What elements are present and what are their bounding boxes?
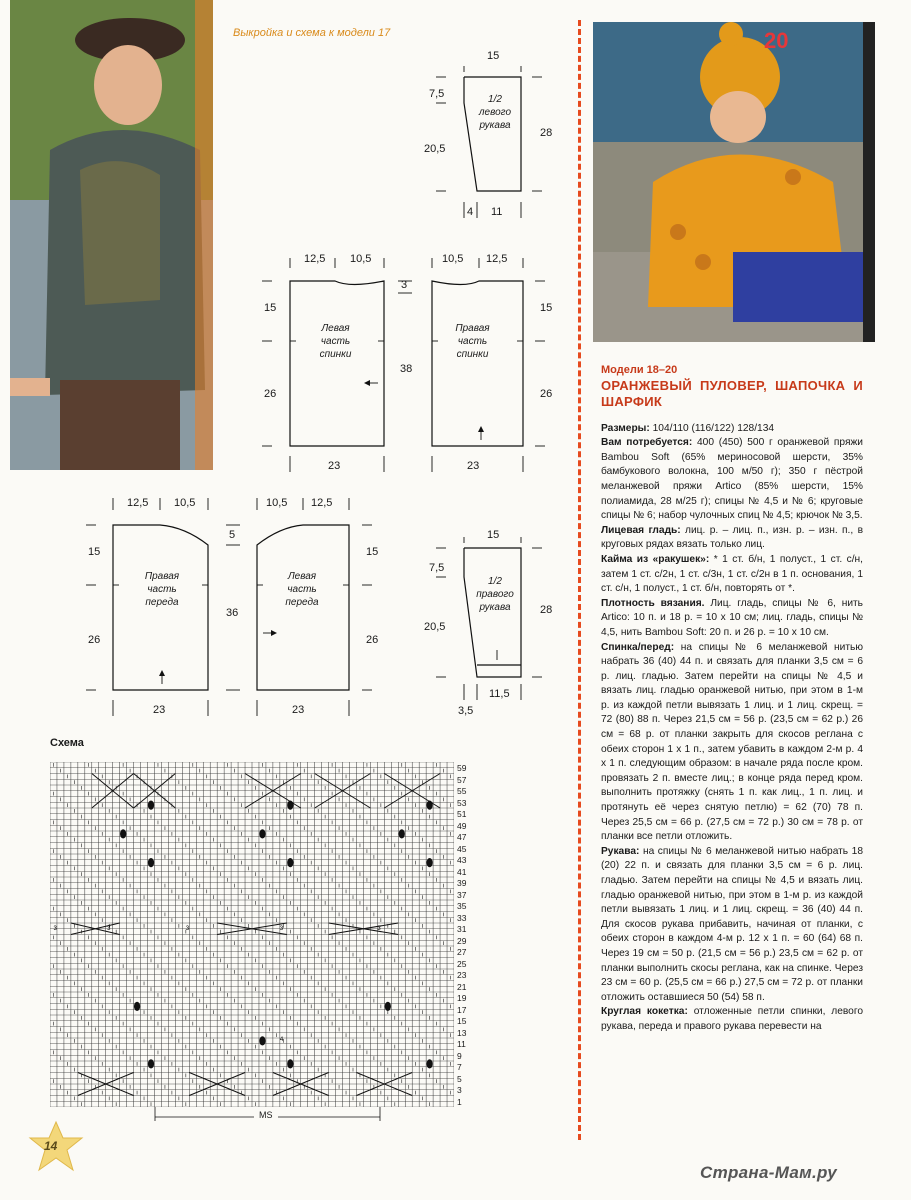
row-number: 23 xyxy=(457,970,467,980)
row-number: 43 xyxy=(457,855,467,865)
row-number: 29 xyxy=(457,935,467,946)
sleeve-right-b2: 3,5 xyxy=(458,705,474,717)
chart-mark-mark4: 4 xyxy=(279,1036,284,1043)
sleeve-left-b1: 4 xyxy=(467,206,474,218)
row-number: 7 xyxy=(457,1062,462,1072)
row-number: 19 xyxy=(457,993,467,1003)
para-sizes: Размеры: 104/110 (116/122) 128/134 xyxy=(601,422,775,434)
row-number: 15 xyxy=(457,1016,467,1026)
article-title: ОРАНЖЕВЫЙ ПУЛОВЕР, ШАПОЧКА И ШАРФИК xyxy=(601,377,863,409)
row-number: 53 xyxy=(457,797,467,808)
para-back-front: Спинка/перед: на спицы № 6 меланжевой нитью набрать 36 (40) 44 п. и связать для планки 3,5 см = 6 р. лиц. гладью. Затем перейти на спицы № 4,5 и вязать лиц. гладью оранжевой нитью, при этом в 1-м р. из каждой петли вывязать 1 лиц. и 1 лиц. скрещ. = 72 (80) 88 п. Через 21,5 см = 56 р. (23,5 см = 62 р.) 26 см = 68 р. от планки закрыть для скосов реглана с обеих сторон 1 х 1 п., затем убавить в каждом 2-м р. 4 х 1 п. следующим образом: в начале ряда после кром. провязать 2 п. вместе лиц.; в конце ряда перед кром. выполнить протяжку (снять 1 п. как лиц., 1 п. лиц. и протянуть её через снятую петлю) = 62 (70) 78 п. Через 25,5 см = 66 р. (27,5 см = 72 р.) 30 см = 78 р. от планки все петли отложить. xyxy=(601,641,863,843)
chart-mark-mark3: 3 xyxy=(107,925,111,932)
girl-photo-icon xyxy=(593,22,875,342)
row-number: 25 xyxy=(457,958,467,969)
row-number: 31 xyxy=(457,924,467,934)
chart-mark-mark3: 3 xyxy=(53,925,57,932)
front-left-t1: 12,5 xyxy=(127,497,149,509)
row-number: 57 xyxy=(457,774,467,785)
front-left-h2: 26 xyxy=(88,634,101,646)
sleeve-left-b2: 11 xyxy=(491,206,503,218)
row-number: 55 xyxy=(457,786,467,796)
back-right-h1: 15 xyxy=(540,302,553,314)
sleeve-left-top: 15 xyxy=(487,50,500,62)
back-left-label: Левая часть спинки xyxy=(319,323,352,360)
front-right-t1: 10,5 xyxy=(266,497,288,509)
back-left-h2: 26 xyxy=(264,388,277,400)
back-right-outline xyxy=(432,281,523,446)
front-left-t2: 10,5 xyxy=(174,497,196,509)
para-stockinette: Лицевая гладь: лиц. р. – лиц. п., изн. р. – изн. п., в круговых рядах вязать только лиц. xyxy=(601,524,863,551)
site-watermark: Страна-Мам.ру xyxy=(700,1163,838,1182)
front-height: 36 xyxy=(226,607,239,619)
back-right-t1: 10,5 xyxy=(442,253,464,265)
front-right-t2: 12,5 xyxy=(311,497,333,509)
back-right-t2: 12,5 xyxy=(486,253,508,265)
back-left-width: 23 xyxy=(328,460,341,472)
knitting-chart xyxy=(50,762,454,1107)
back-neck: 3 xyxy=(401,279,408,291)
para-shells: Кайма из «ракушек»: * 1 ст. б/н, 1 полуст., 1 ст. с/н, затем 1 ст. с/2н, 1 ст. с/3н, 1 ст. с/2н в 1 п. основания, 1 ст. с/н, 1 полуст., 1 ст. б/н, повторять от *. xyxy=(601,553,863,595)
sleeve-right-b1: 11,5 xyxy=(489,688,510,700)
sleeve-right-top: 15 xyxy=(487,529,500,541)
row-number: 41 xyxy=(457,866,467,877)
sleeve-right-label: 1/2 правого рукава xyxy=(476,576,514,613)
back-right-width: 23 xyxy=(467,460,480,472)
row-number: 9 xyxy=(457,1050,462,1061)
row-number: 39 xyxy=(457,878,467,888)
back-left-t2: 10,5 xyxy=(350,253,372,265)
sleeve-left-d1: 7,5 xyxy=(429,88,445,100)
row-number: 13 xyxy=(457,1027,467,1038)
row-number: 1 xyxy=(457,1096,462,1107)
back-height: 38 xyxy=(400,363,413,375)
knitting-grid xyxy=(50,762,454,1107)
page-header: Выкройка и схема к модели 17 xyxy=(233,27,391,39)
row-number: 47 xyxy=(457,832,467,842)
article xyxy=(601,363,863,1035)
sleeve-left-height: 28 xyxy=(540,127,553,139)
back-right-label: Правая часть спинки xyxy=(455,323,490,360)
back-left-outline xyxy=(290,281,384,446)
row-number: 3 xyxy=(457,1085,462,1095)
sleeve-left-d2: 20,5 xyxy=(424,143,446,155)
sleeve-right-height: 28 xyxy=(540,604,553,616)
sleeve-right-d2: 20,5 xyxy=(424,621,446,633)
row-number: 45 xyxy=(457,843,467,854)
row-number: 33 xyxy=(457,912,467,923)
row-number: 59 xyxy=(457,763,467,773)
chart-mark-mark3: 3 xyxy=(377,925,381,932)
back-right-h2: 26 xyxy=(540,388,553,400)
row-number: 37 xyxy=(457,889,467,900)
para-gauge: Плотность вязания. Лиц. гладь, спицы № 6, нить Artico: 10 п. и 18 р. = 10 х 10 см; лиц. гладь, спицы № 4,5, нить Bambou Soft: 20 п. и 26 р. = 10 х 10 см. xyxy=(601,597,863,638)
front-right-h1: 15 xyxy=(366,546,379,558)
row-number: 5 xyxy=(457,1073,462,1084)
row-number: 49 xyxy=(457,820,467,831)
row-number: 27 xyxy=(457,947,467,957)
row-number: 21 xyxy=(457,981,467,992)
front-right-label: Левая часть переда xyxy=(285,571,319,608)
sleeve-right-d1: 7,5 xyxy=(429,562,445,574)
front-left-width: 23 xyxy=(153,704,166,716)
row-number: 17 xyxy=(457,1004,467,1015)
row-number: 35 xyxy=(457,901,467,911)
front-left-label: Правая часть переда xyxy=(144,571,180,608)
back-left-t1: 12,5 xyxy=(304,253,326,265)
para-materials: Вам потребуется: 400 (450) 500 г оранжевой пряжи Bambou Soft (65% мериносовой шерсти, 35% бамбукового волокна, 100 м/50 г); 350 г пёстрой меланжевой пряжи Artico (85% шерсти, 15% полиамида, 28 м/25 г); спицы № 4,5 и № 6; круговые спицы № 6; набор чулочных спиц № 4,5; крючок № 3,5. xyxy=(601,437,863,522)
sleeve-left-label: 1/2 левого рукава xyxy=(478,94,512,131)
front-neck: 5 xyxy=(229,529,236,541)
row-number: 51 xyxy=(457,809,467,819)
page-number: 14 xyxy=(44,1139,58,1153)
chart-mark-mark3: 3 xyxy=(185,925,190,932)
front-right-width: 23 xyxy=(292,704,305,716)
front-left-h1: 15 xyxy=(88,546,101,558)
model-number: Модели 18–20 xyxy=(601,364,678,376)
para-sleeves: Рукава: на спицы № 6 меланжевой нитью набрать 18 (20) 22 п. и связать для планки 3,5 см = 6 р. лиц. гладью. Затем перейти на спицы № 4,5 и вязать лиц. гладью оранжевой нитью, при этом в 1-м р. из каждой петли вывязать 1 лиц. и 1 лиц. скрещ. = 36 (40) 44 п. Для скосов рукава прибавить, начиная от планки, с обеих сторон в каждом 4-м р. 12 х 1 п. = 60 (64) 68 п. Через 19 см = 50 р. (21,5 см = 56 р.) 23,5 см = 62 р. от планки выполнить скосы реглана, как на спинке. Через 23 см = 60 р. (25,5 см = 66 р.) 27,5 см = 72 р. от планки отложить оставшиеся 50 (54) 58 п. xyxy=(601,845,863,1003)
para-yoke: Круглая кокетка: отложенные петли спинки, левого рукава, переда и правого рукава перевести на xyxy=(601,1006,864,1032)
row-number: 11 xyxy=(457,1039,466,1049)
chart-mark-mark3: 3 xyxy=(279,925,284,932)
schema-title: Схема xyxy=(50,737,84,749)
front-right-h2: 26 xyxy=(366,634,379,646)
schema-ms-label: MS xyxy=(259,1110,273,1120)
back-left-h1: 15 xyxy=(264,302,277,314)
girl-photo xyxy=(593,22,875,342)
model-number-badge: 20 xyxy=(764,28,789,53)
